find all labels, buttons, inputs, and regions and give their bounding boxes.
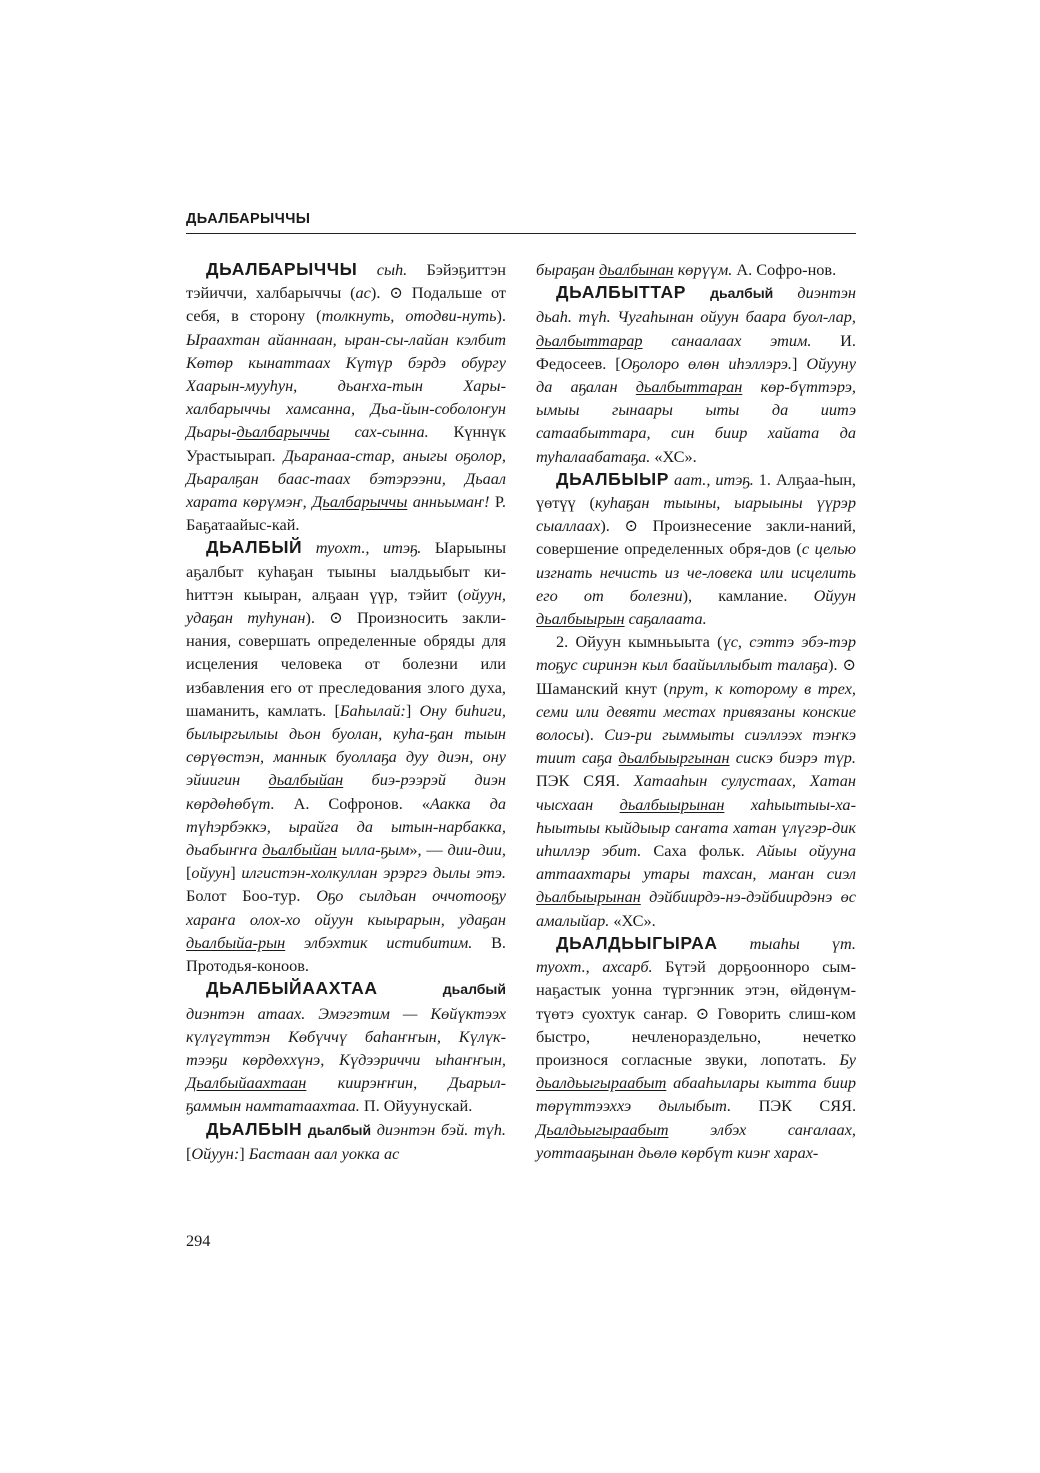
running-head: ДЬАЛБАРЫЧЧЫ — [186, 211, 311, 227]
right-column — [536, 258, 856, 1164]
dictionary-entry: ДЬАЛБЫЫР аат., итэҕ. 1. Алҕаа-һын, үөтүү (куһаҕан тыыны, ыарыыны үүрэр сыаллаах). ⊙ Произнесение закли-наний, совершение определенных обря-дов (с целью изгнать нечисть из че-ловека или исцелить его от болезни), камлание. Ойуун дьалбыырын саҕалаата. — [536, 468, 856, 629]
left-column — [186, 258, 506, 1165]
dictionary-entry: 2. Ойуун кымньыыта (үс, сэттэ эбэ-тэр тоҕус сиринэн кыл баайыллыбыт талаҕа). ⊙ Шаманский кнут (прут, к которому в трех, семи или девяти местах привязаны конские волосы). Сиэ-ри гыммыты сиэллээх тэҥкэ тиит саҕа дьалбыыргынан сискэ биэрэ түр. ПЭК СЯЯ. Хатааһын сулустаах, Хатан чысхаан дьалбыырынан хаһыытыы-ха-һыытыы кыйдыыр саҥата хатан үлүгэр-дик иһиллэр эбит. Саха фольк. Айыы ойууна аттаахтары утары тахсан, маҥан сиэл дьалбыырынан дэйбиирдэ-нэ-дэйбиирдэнэ өс амалыйар. «ХС». — [536, 632, 856, 930]
dictionary-entry: быраҕан дьалбынан көрүүм. А. Софро-нов. — [536, 260, 837, 279]
header-rule — [186, 233, 856, 234]
dictionary-entry: ДЬАЛБЫН дьалбый диэнтэн бэй. түһ. [Ойуун:] Бастаан аал уокка ас — [186, 1118, 506, 1163]
dictionary-entry: ДЬАЛДЬЫГЫРАА тыаһы үт. туохт., ахсарб. Бүтэй дорҕоонноро сым-наҕастык уонна түргэнник этэн, өйдөнүм-түөтэ суохтук саҥар. ⊙ Говорить слиш-ком быстро, нечленораздельно, нечетко произнося согласные звуки, лопотать. Бу дьалдьыгыраабыт абааһылары кытта биир төрүттээххэ дылыбыт. ПЭК СЯЯ. Дьалдьыгыраабыт элбэх саҥалаах, уоттааҕынан дьөлө көрбүт киэҥ харах- — [536, 932, 857, 1162]
dictionary-entry: ДЬАЛБЫЙААХТАА дьалбый диэнтэн атаах. Эмэгэтим — Көйүктээх күлүгүттэн Көбүччү баһаҥҥын, Күлүк-тээҕи көрдөххүнэ, Күдээриччи ыһаҥҥын, Дьалбыйаахтаан киирэҥҥин, Дьарыл-ҕаммын намтатаахтаа. П. Ойуунускай. — [186, 978, 506, 1116]
page-number: 294 — [186, 1231, 211, 1250]
dictionary-entry: ДЬАЛБЫТТАР дьалбый диэнтэн дьаһ. түһ. Чугаһынан ойуун баара буол-лар, дьалбыттарар санаалаах этим. И. Федосеев. [Оҕолоро өлөн иһэллэрэ.] Ойууну да аҕалан дьалбыттаран көр-бүттэрэ, ымыы гынаары ыты да иитэ сатаабыттара, син биир хайата да туһалаабатаҕа. «ХС». — [536, 282, 856, 466]
dictionary-entry: ДЬАЛБАРЫЧЧЫ сыһ. Бэйэҕиттэн тэйиччи, халбарыччы (ас). ⊙ Подальше от себя, в сторону (толкнуть, отодви-нуть). Ыраахтан айаннаан, ыран-сы-лайан кэлбит Көтөр кынаттаах Күтүр бэрдэ обургу Хаарын-мууһун, дьаҥха-тын Хары-халбарыччы хамсанна, Дьа-йын-соболоҥун Дьары-дьалбарыччы сах-сынна. Күннүк Урастыырап. Дьаранаа-стар, аныгы оҕолор, Дьаралҕан баас-таах бэтэрээни, Дьаал харата көрүмэҥ, Дьалбарыччы анньымаҥ! Р. Баҕатаайыс-кай. — [186, 259, 506, 535]
dictionary-entry: ДЬАЛБЫЙ туохт., итэҕ. Ыарыыны аҕалбыт куһаҕан тыыны ыалдьыбыт ки-һиттэн кыыран, алҕаан үүр, тэйит (ойуун, удаҕан туһунан). ⊙ Произносить закли-нания, совершать определенные обряды для исцеления человека от болезни или избавления его от преследования злого духа, шаманить, камлать. [Баһылай:] Ону биһиги, былыргылыы дьон буолан, куһа-ҕан тыын сөрүөстэн, маннык буоллаҕа дуу диэн, ону эйиигин дьалбыйан биэ-рээрэй диэн көрдөһөбүт. А. Софронов. «Аакка да түһэрбэккэ, ырайга да ытын-нарбакка, дьабыҥҥа дьалбыйан ылла-ҕым», — дии-дии, [ойуун] илгистэн-холкуллан эрэргэ дылы этэ. Болот Боо-тур. Оҕо сылдьан оччотооҕу хараҥа олох-хо ойуун кыырарын, удаҕан дьалбыйа-рын элбэхтик истибитим. В. Протодья-коноов. — [186, 537, 507, 976]
